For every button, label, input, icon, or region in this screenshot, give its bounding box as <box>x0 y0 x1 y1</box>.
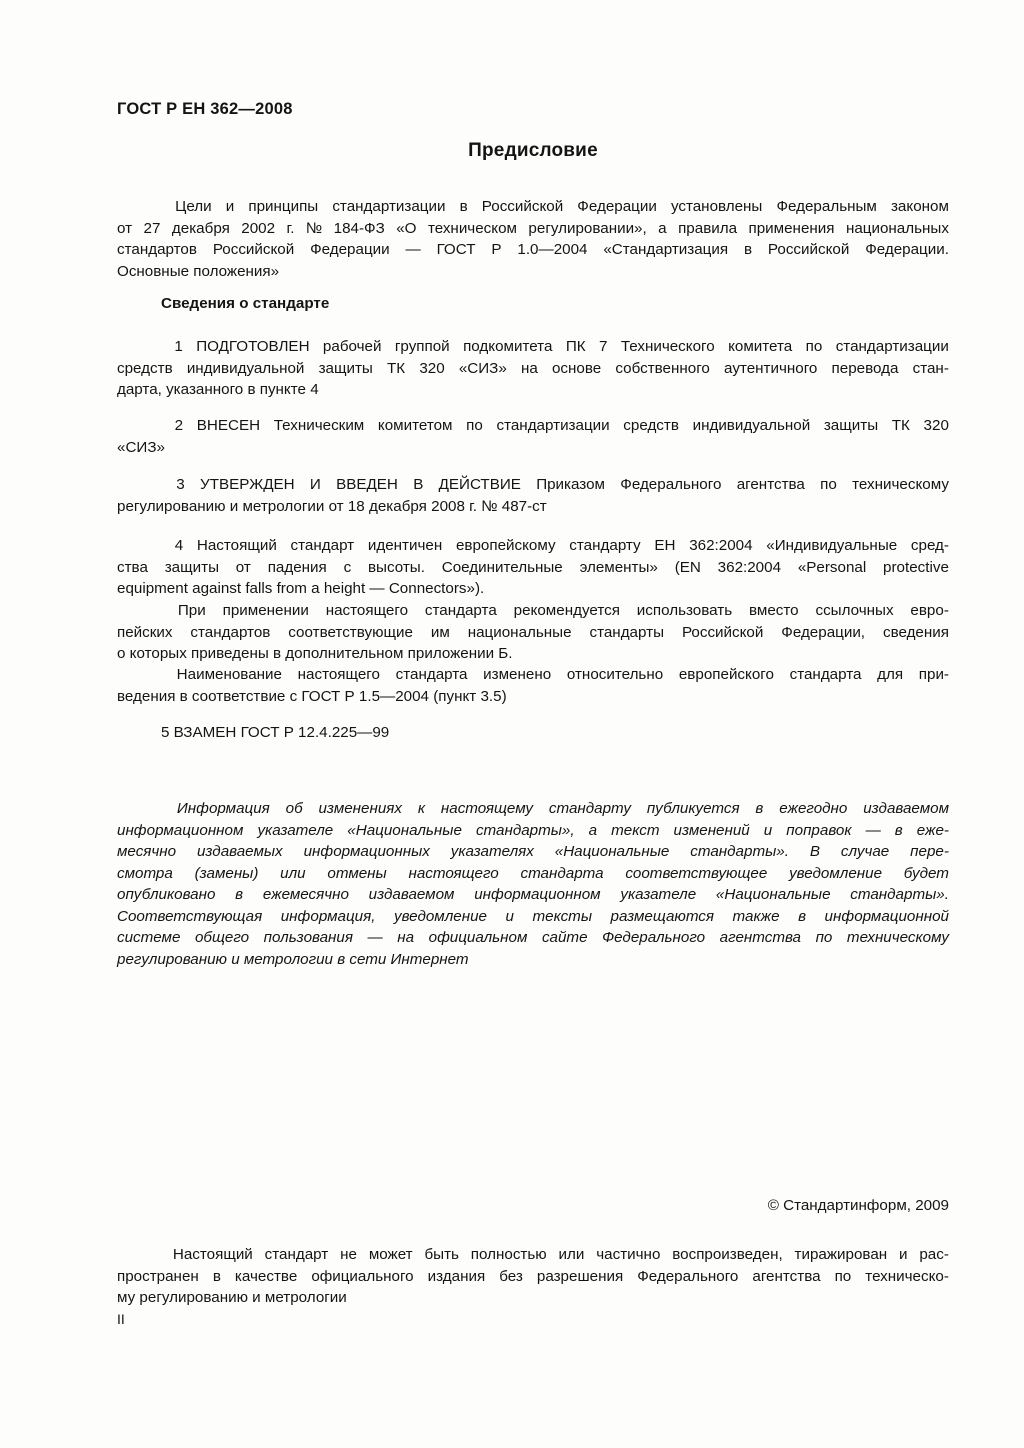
section-heading-text: Сведения о стандарте <box>161 295 330 312</box>
intro-paragraph <box>117 196 949 282</box>
clause-2-line-1: 2 ВНЕСЕН Техническим комитетом по стандартизации средств индивидуальной защиты ТК 320 <box>117 415 949 437</box>
clause-1-line-1: 1 ПОДГОТОВЛЕН рабочей группой подкомитета ПК 7 Технического комитета по стандартизации <box>117 336 949 358</box>
intro-line-2: от 27 декабря 2002 г. № 184-ФЗ «О техническом регулировании», а правила применения национальных <box>117 219 949 237</box>
page-number: II <box>117 1311 125 1327</box>
clause-1-line-2: средств индивидуальной защиты ТК 320 «СИЗ» на основе собственного аутентичного перевода стан- <box>117 359 949 377</box>
clause-5-line-1 <box>117 722 949 744</box>
intro-line-4: Основные положения» <box>117 262 280 280</box>
notice-line-2: информационном указателе «Национальные стандарты», а текст изменений и поправок — в еже- <box>117 821 949 839</box>
clause-4-line-2: ства защиты от падения с высоты. Соединительные элементы» (EN 362:2004 «Personal protective <box>117 558 949 576</box>
paragraph-indent <box>117 664 161 686</box>
notice-line-4: смотра (замены) или отмены настоящего стандарта соответствующее уведомление будет <box>117 864 949 882</box>
paragraph-indent <box>117 336 161 358</box>
sub-paragraph-1 <box>117 600 949 665</box>
sub-paragraph-2 <box>117 664 949 707</box>
clause-2-line-2: «СИЗ» <box>117 438 165 456</box>
paragraph-indent <box>117 535 161 557</box>
clause-item-4 <box>117 535 949 600</box>
intro-line-3: стандартов Российской Федерации — ГОСТ Р 1.0—2004 «Стандартизация в Российской Федерации. <box>117 241 949 258</box>
footer-line-3: му регулированию и метрологии <box>117 1289 347 1306</box>
page-title: Предисловие <box>468 140 598 161</box>
clause-item-1 <box>117 336 949 401</box>
notice-line-8: регулированию и метрологии в сети Интернет <box>117 950 469 968</box>
paragraph-indent <box>117 798 161 820</box>
clause-3-line-2: регулированию и метрологии от 18 декабря 2008 г. № 487-ст <box>117 497 547 515</box>
clause-1-line-3: дарта, указанного в пункте 4 <box>117 381 319 398</box>
clause-4-line-3: equipment against falls from a height — Connectors»). <box>117 580 485 597</box>
sub-2-line-2: ведения в соответствие с ГОСТ Р 1.5—2004 (пункт 3.5) <box>117 687 507 705</box>
paragraph-indent <box>117 474 161 496</box>
notice-line-3: месячно издаваемых информационных указателях «Национальные стандарты». В случае пере- <box>117 843 949 860</box>
footer-line-2: пространен в качестве официального издания без разрешения Федерального агентства по техническо- <box>117 1267 949 1285</box>
paragraph-indent <box>117 196 161 218</box>
sub-2-line-1: Наименование настоящего стандарта изменено относительно европейского стандарта для при- <box>117 664 949 686</box>
document-header: ГОСТ Р ЕН 362—2008 <box>117 100 293 118</box>
amendment-notice <box>117 798 949 970</box>
paragraph-indent <box>117 1244 161 1266</box>
clause-3-line-1: 3 УТВЕРЖДЕН И ВВЕДЕН В ДЕЙСТВИЕ Приказом Федерального агентства по техническому <box>117 474 949 496</box>
section-heading <box>117 295 949 312</box>
notice-line-5: опубликовано в ежемесячно издаваемом информационном указателе «Национальные стандарты». <box>117 886 949 903</box>
sub-1-line-3: о которых приведены в дополнительном приложении Б. <box>117 645 513 662</box>
clause-4-line-1: 4 Настоящий стандарт идентичен европейскому стандарту ЕН 362:2004 «Индивидуальные сред- <box>117 535 949 557</box>
clause-5-text: 5 ВЗАМЕН ГОСТ Р 12.4.225—99 <box>161 724 390 741</box>
reproduction-notice <box>117 1244 949 1309</box>
copyright-line: © Стандартинформ, 2009 <box>767 1197 949 1214</box>
sub-1-line-2: пейских стандартов соответствующие им национальные стандарты Российской Федерации, сведения <box>117 623 949 641</box>
notice-line-1: Информация об изменениях к настоящему стандарту публикуется в ежегодно издаваемом <box>117 798 949 820</box>
clause-item-2 <box>117 415 949 458</box>
paragraph-indent <box>117 600 161 622</box>
sub-1-line-1: При применении настоящего стандарта рекомендуется использовать вместо ссылочных евро- <box>117 600 949 622</box>
notice-line-7: системе общего пользования — на официальном сайте Федерального агентства по техническому <box>117 929 949 946</box>
footer-line-1: Настоящий стандарт не может быть полностью или частично воспроизведен, тиражирован и рас- <box>117 1244 949 1266</box>
clause-item-5 <box>117 722 949 744</box>
paragraph-indent <box>117 415 161 437</box>
intro-line-1: Цели и принципы стандартизации в Российской Федерации установлены Федеральным законом <box>117 196 949 218</box>
clause-item-3 <box>117 474 949 517</box>
notice-line-6: Соответствующая информация, уведомление и тексты размещаются также в информационной <box>117 907 949 925</box>
